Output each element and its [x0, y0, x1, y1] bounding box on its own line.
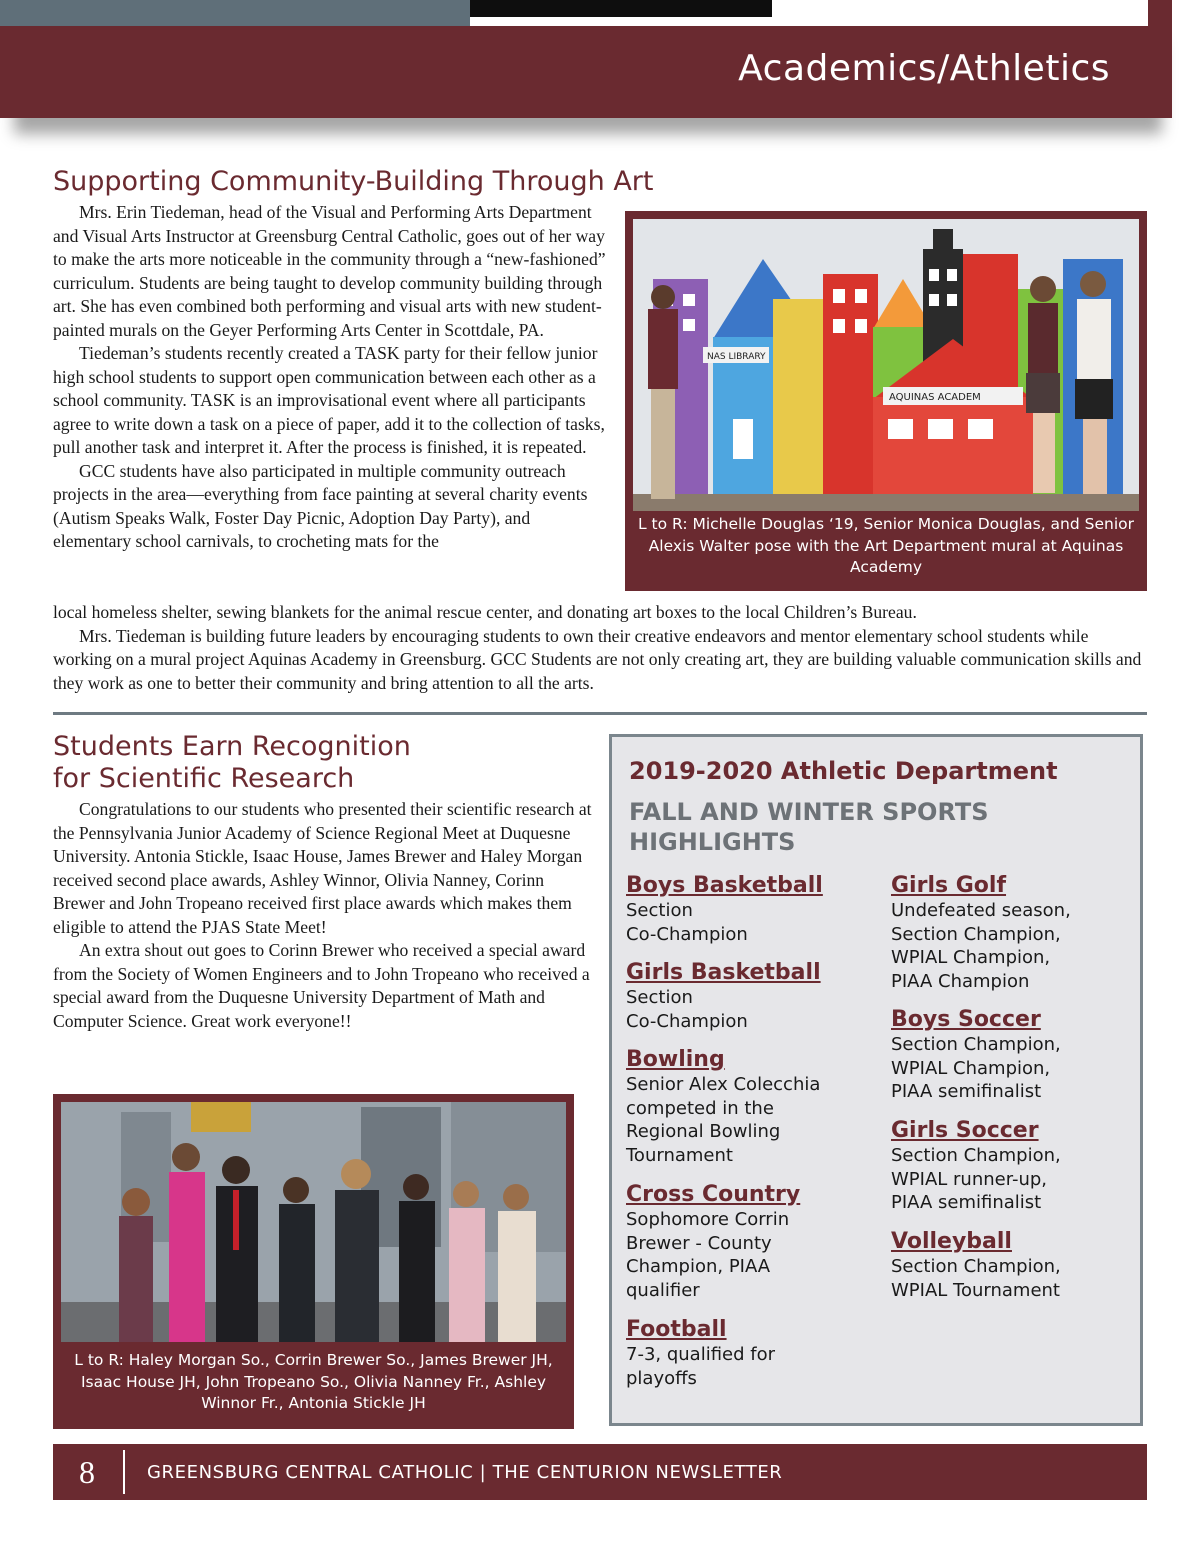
sport-item — [891, 1228, 1061, 1302]
mural-sign-academy: AQUINAS ACADEM — [889, 392, 981, 403]
article2-paragraph: An extra shout out goes to Corinn Brewer who received a special award from the Society of Women Engineers and to John Tropeano who received a special award from the Duquesne University Department of Math and Computer Science. Great work everyone!! — [53, 940, 590, 1031]
article1-paragraph: Mrs. Tiedeman is building future leaders by encouraging students to own their creative endeavors and mentor elementary school students while working on a mural project Aquinas Academy in Greensburg. GCC Students are not only creating art, they are building valuable communication skills and they work as one to better their community and bring attention to all the arts. — [53, 625, 1142, 693]
sport-item — [626, 872, 823, 946]
article1-paragraph: GCC students have also participated in multiple community outreach projects in the area—everything from face painting at several charity events (Autism Speaks Walk, Foster Day Picnic, Adoption Day Party), and elementary school carnivals, to crocheting mats for the — [53, 460, 588, 551]
sport-item — [626, 1181, 800, 1302]
footer-divider — [123, 1450, 125, 1494]
sport-name: Girls Basketball — [626, 960, 821, 985]
sport-name: Bowling — [626, 1047, 725, 1072]
header-banner-edge — [1148, 0, 1172, 118]
sport-desc: 7-3, qualified for playoffs — [626, 1344, 776, 1389]
sport-desc: Undefeated season, Section Champion, WPIAL Champion, PIAA Champion — [891, 900, 1071, 992]
sport-name: Boys Soccer — [891, 1007, 1041, 1032]
sport-name: Boys Basketball — [626, 873, 823, 898]
article2-heading-line2: for Scientific Research — [53, 763, 355, 794]
mural-sign-library: NAS LIBRARY — [707, 352, 766, 362]
article1-paragraph: local homeless shelter, sewing blankets for the animal rescue center, and donating art boxes to the local Children’s Bureau. — [53, 602, 917, 622]
article1-paragraph: Mrs. Erin Tiedeman, head of the Visual and Performing Arts Department and Visual Arts Instructor at Greensburg Central Catholic, goes out of her way to make the arts more noticeable in the community through a “new-fashioned” curriculum. Students are being taught to develop community building through art. She has even combined both performing and visual arts with new student-painted murals on the Geyer Performing Arts Center in Scottdale, PA. — [53, 202, 606, 340]
article1-paragraph: Tiedeman’s students recently created a TASK party for their fellow junior high school students to support open communication between each other as a school community. TASK is an improvisational event where all participants agree to write down a task on a piece of paper, add it to the collection of tasks, pull another task and interpret it. After the process is finished, it is repeated. — [53, 343, 605, 457]
footer-publication: GREENSBURG CENTRAL CATHOLIC | THE CENTURION NEWSLETTER — [147, 1462, 783, 1483]
page-number: 8 — [79, 1454, 95, 1490]
sport-desc: Sophomore Corrin Brewer - County Champion, PIAA qualifier — [626, 1209, 790, 1301]
page-footer — [53, 1444, 1147, 1500]
sport-item — [626, 1046, 820, 1167]
header-accent-black — [470, 0, 772, 17]
article1-text-narrow — [53, 201, 609, 554]
mural-photo-frame — [625, 211, 1147, 591]
sport-name: Cross Country — [626, 1182, 801, 1207]
sport-item — [626, 1316, 775, 1390]
article2-heading-line1: Students Earn Recognition — [53, 731, 411, 762]
athletics-highlights-box — [609, 734, 1143, 1426]
sport-desc: Section Champion, WPIAL Tournament — [891, 1256, 1061, 1301]
sport-desc: Section Co-Champion — [626, 987, 748, 1032]
athletics-title: 2019-2020 Athletic Department — [629, 757, 1058, 785]
sport-desc: Section Champion, WPIAL runner-up, PIAA semifinalist — [891, 1145, 1061, 1213]
students-photo-caption: L to R: Haley Morgan So., Corrin Brewer So., James Brewer JH, Isaac House JH, John Tropeano So., Olivia Nanney Fr., Ashley Winnor Fr., Antonia Stickle JH — [74, 1351, 553, 1412]
section-divider — [53, 712, 1147, 715]
mural-photo-caption: L to R: Michelle Douglas ‘19, Senior Monica Douglas, and Senior Alexis Walter pose with the Art Department mural at Aquinas Academy — [637, 515, 1134, 576]
article2-text — [53, 798, 598, 1033]
sport-item — [891, 872, 1071, 993]
sport-item — [626, 959, 821, 1033]
article2-paragraph: Congratulations to our students who presented their scientific research at the Pennsylvania Junior Academy of Science Regional Meet at Duquesne University. Antonia Stickle, Isaac House, James Brewer and Haley Morgan received second place awards, Ashley Winnor, Olivia Nanney, Corinn Brewer and John Tropeano received first place awards which makes them eligible to attend the PJAS State Meet! — [53, 799, 592, 937]
sport-name: Girls Golf — [891, 873, 1007, 898]
article1-text-wide — [53, 601, 1147, 695]
mural-photo — [633, 219, 1139, 511]
section-title: Academics/Athletics — [738, 48, 1110, 89]
sport-name: Football — [626, 1317, 727, 1342]
sport-name: Girls Soccer — [891, 1118, 1039, 1143]
students-photo-frame — [53, 1094, 574, 1429]
athletics-subtitle: FALL AND WINTER SPORTS HIGHLIGHTS — [629, 798, 989, 856]
article1-heading: Supporting Community-Building Through Art — [53, 166, 654, 197]
sport-desc: Senior Alex Colecchia competed in the Regional Bowling Tournament — [626, 1074, 821, 1166]
sport-desc: Section Co-Champion — [626, 900, 748, 945]
students-photo — [61, 1102, 566, 1342]
sport-desc: Section Champion, WPIAL Champion, PIAA semifinalist — [891, 1034, 1061, 1102]
header-accent-gray — [0, 0, 470, 26]
sport-name: Volleyball — [891, 1229, 1012, 1254]
sport-item — [891, 1117, 1061, 1215]
sport-item — [891, 1006, 1061, 1104]
